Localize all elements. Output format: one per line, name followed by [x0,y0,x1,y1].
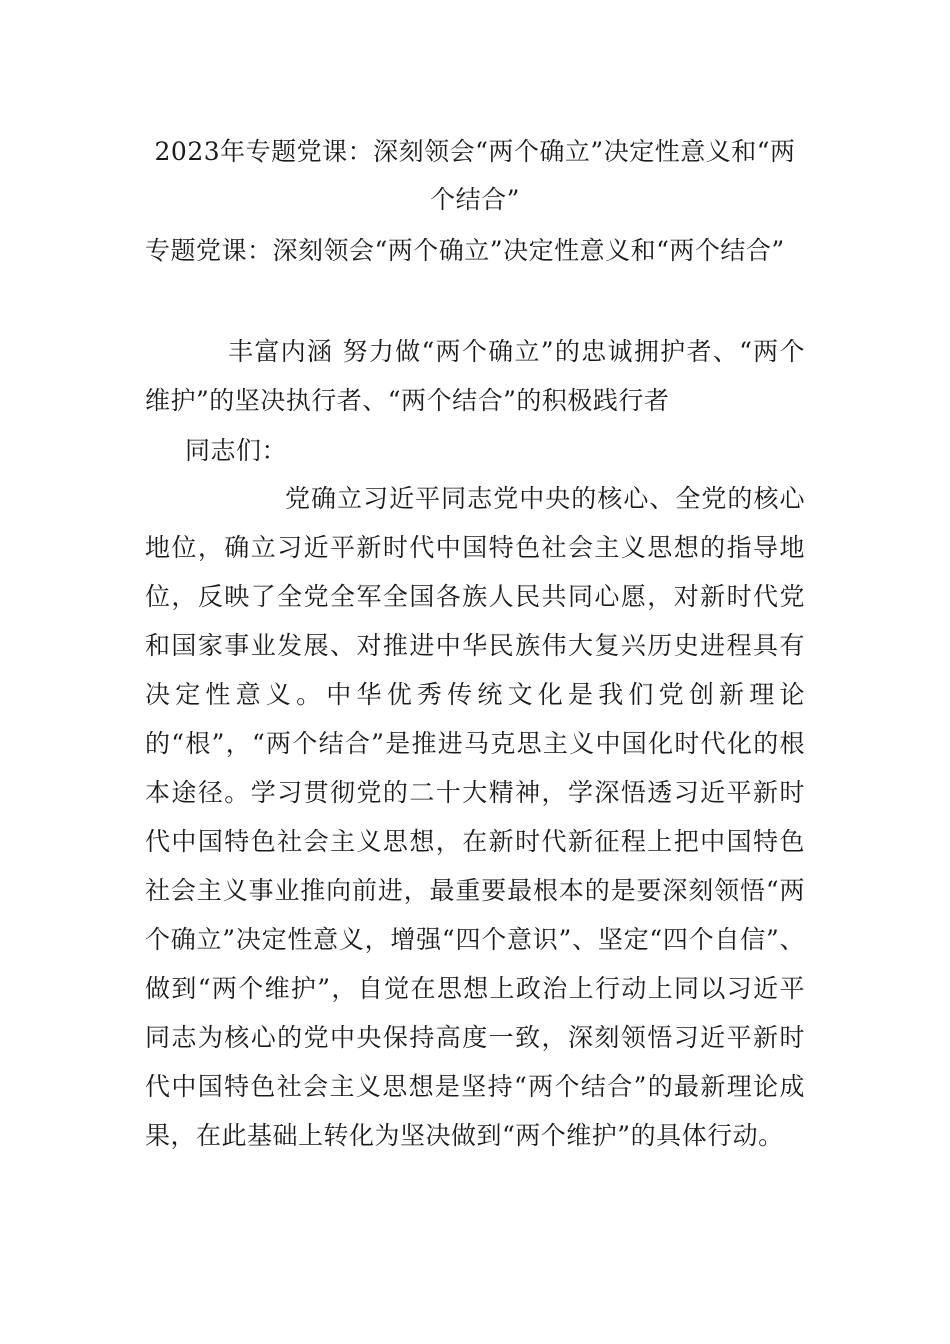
document-title: 2023年专题党课：深刻领会“两个确立”决定性意义和“两个结合” [154,137,796,214]
document-subtitle: 专题党课：深刻领会“两个确立”决定性意义和“两个结合” [145,236,785,265]
theme-paragraph: 丰富内涵 努力做“两个确立”的忠诚拥护者、“两个维护”的坚决执行者、“两个结合”的积极践行者 [145,337,805,415]
body-paragraph: 党确立习近平同志党中央的核心、全党的核心地位，确立习近平新时代中国特色社会主义思想的指导地位，反映了全党全军全国各族人民共同心愿，对新时代党和国家事业发展、对推进中华民族伟大复兴历史进程具有决定性意义。中华优秀传统文化是我们党创新理论的“根”，“两个结合”是推进马克思主义中国化时代化的根本途径。学习贯彻党的二十大精神，学深悟透习近平新时代中国特色社会主义思想，在新时代新征程上把中国特色社会主义事业推向前进，最重要最根本的是要深刻领悟“两个确立”决定性意义，增强“四个意识”、坚定“四个自信”、做到“两个维护”，自觉在思想上政治上行动上同以习近平同志为核心的党中央保持高度一致，深刻领悟习近平新时代中国特色社会主义思想是坚持“两个结合”的最新理论成果，在此基础上转化为坚决做到“两个维护”的具体行动。 [145,484,805,1150]
greeting: 同志们： [185,436,288,465]
